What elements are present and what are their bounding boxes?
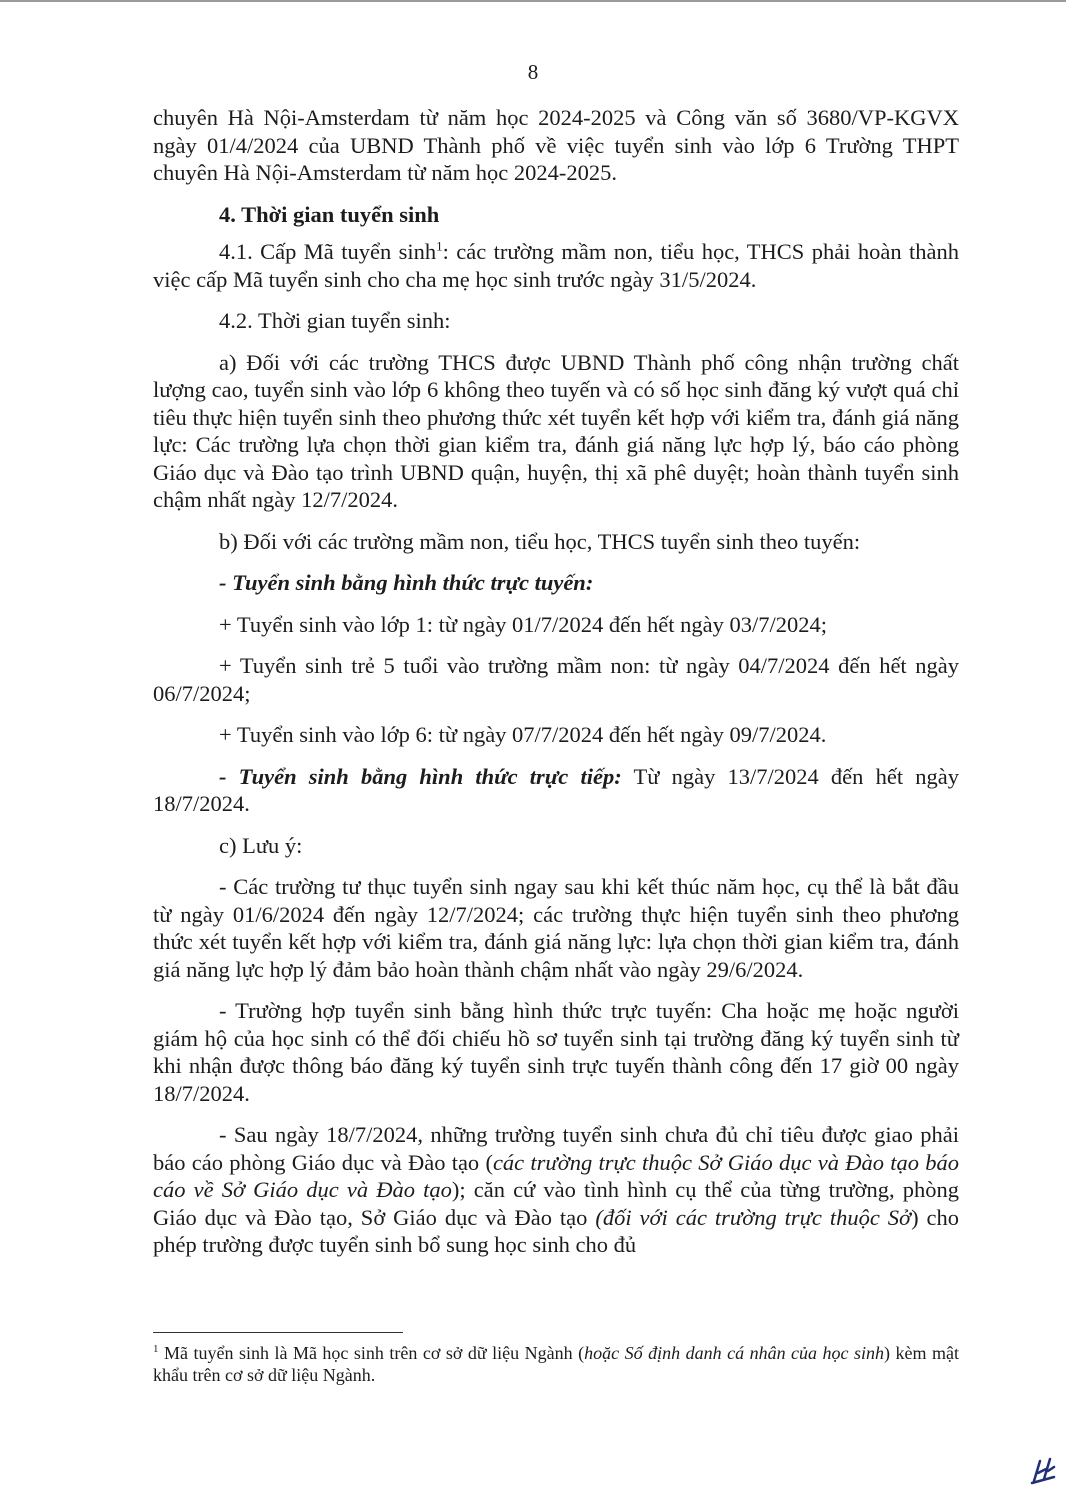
direct-admission-paragraph (153, 763, 959, 818)
initials-signature (1030, 1455, 1056, 1485)
footnote (153, 1342, 959, 1386)
online-admission-item: + Tuyển sinh trẻ 5 tuổi vào trường mầm non: từ ngày 04/7/2024 đến hết ngày 06/7/2024; (153, 653, 959, 706)
paragraph-4-1-text-cont: : các trường mầm non, tiểu học, THCS phải hoàn thành việc cấp Mã tuyển sinh cho cha mẹ học sinh trước ngày 31/5/2024. (153, 239, 959, 292)
note-item: - Trường hợp tuyển sinh bằng hình thức trực tuyến: Cha hoặc mẹ hoặc người giám hộ của học sinh có thể đối chiếu hồ sơ tuyển sinh tại trường đăng ký tuyển sinh từ khi nhận được thông báo đăng ký tuyển sinh trực tuyến thành công đến 17 giờ 00 ngày 18/7/2024. (153, 998, 959, 1106)
paragraph-a: a) Đối với các trường THCS được UBND Thành phố công nhận trường chất lượng cao, tuyển sinh vào lớp 6 không theo tuyến và có số học sinh đăng ký vượt quá chỉ tiêu thực hiện tuyển sinh theo phương thức xét tuyển kết hợp với kiểm tra, đánh giá năng lực: Các trường lựa chọn thời gian kiểm tra, đánh giá năng lực hợp lý, báo cáo phòng Giáo dục và Đào tạo trình UBND quận, huyện, thị xã phê duyệt; hoàn thành tuyển sinh chậm nhất ngày 12/7/2024. (153, 349, 959, 512)
page-number: 8 (527, 60, 539, 84)
online-admission-heading: - Tuyển sinh bằng hình thức trực tuyến: (219, 570, 594, 595)
paragraph-4-2: 4.2. Thời gian tuyển sinh: (219, 308, 451, 333)
footnote-italic-text: hoặc Số định danh cá nhân của học sinh (584, 1343, 885, 1363)
footnote-reference[interactable]: 1 (436, 238, 443, 254)
direct-admission-label: - Tuyển sinh bằng hình thức trực tiếp: (219, 763, 622, 789)
direct-admission-text: Từ ngày 13/7/2024 đến hết ngày 18/7/2024. (153, 763, 959, 816)
paragraph-b: b) Đối với các trường mầm non, tiểu học, THCS tuyển sinh theo tuyến: (219, 528, 861, 554)
note-italic-text: các trường trực thuộc Sở Giáo dục và Đào tạo báo cáo về Sở Giáo dục và Đào tạo (153, 1149, 959, 1202)
note-text: - Sau ngày 18/7/2024, những trường tuyển sinh chưa đủ chỉ tiêu được giao phải báo cáo phòng Giáo dục và Đào tạo ( (153, 1122, 959, 1175)
note-text: ); căn cứ vào tình hình cụ thể của từng trường, phòng Giáo dục và Đào tạo, Sở Giáo dục và Đào tạo (153, 1177, 959, 1230)
paragraph-continuation: chuyên Hà Nội-Amsterdam từ năm học 2024-2025 và Công văn số 3680/VP-KGVX ngày 01/4/2024 của UBND Thành phố về việc tuyển sinh vào lớp 6 Trường THPT chuyên Hà Nội-Amsterdam từ năm học 2024-2025. (153, 105, 959, 185)
online-admission-item: + Tuyển sinh vào lớp 1: từ ngày 01/7/2024 đến hết ngày 03/7/2024; (219, 611, 828, 637)
note-item: - Các trường tư thục tuyển sinh ngay sau khi kết thúc năm học, cụ thể là bắt đầu từ ngày 01/6/2024 đến ngày 12/7/2024; các trường thực hiện tuyển sinh theo phương thức xét tuyển kết hợp với kiểm tra, đánh giá năng lực: lựa chọn thời gian kiểm tra, đánh giá năng lực hợp lý đảm bảo hoàn thành chậm nhất vào ngày 29/6/2024. (153, 874, 959, 982)
paragraph-c: c) Lưu ý: (219, 832, 303, 858)
online-admission-item: + Tuyển sinh vào lớp 6: từ ngày 07/7/2024 đến hết ngày 09/7/2024. (219, 722, 827, 747)
paragraph-4-1-text: 4.1. Cấp Mã tuyển sinh (219, 239, 437, 264)
footnote-text: ) kèm mật khẩu trên cơ sở dữ liệu Ngành. (153, 1343, 960, 1385)
top-border-line (0, 0, 1066, 2)
footnote-text: Mã tuyển sinh là Mã học sinh trên cơ sở dữ liệu Ngành ( (158, 1343, 585, 1363)
section-heading: 4. Thời gian tuyển sinh (219, 201, 440, 227)
note-italic-text: (đối với các trường trực thuộc Sở (595, 1204, 912, 1230)
document-body (153, 104, 959, 1273)
note-text: ) cho phép trường được tuyển sinh bổ sung học sinh cho đủ (153, 1204, 960, 1257)
footnote-mark: 1 (153, 1343, 159, 1355)
footnote-separator (153, 1332, 403, 1333)
paragraph-4-1 (153, 238, 959, 293)
note-item (153, 1121, 959, 1259)
